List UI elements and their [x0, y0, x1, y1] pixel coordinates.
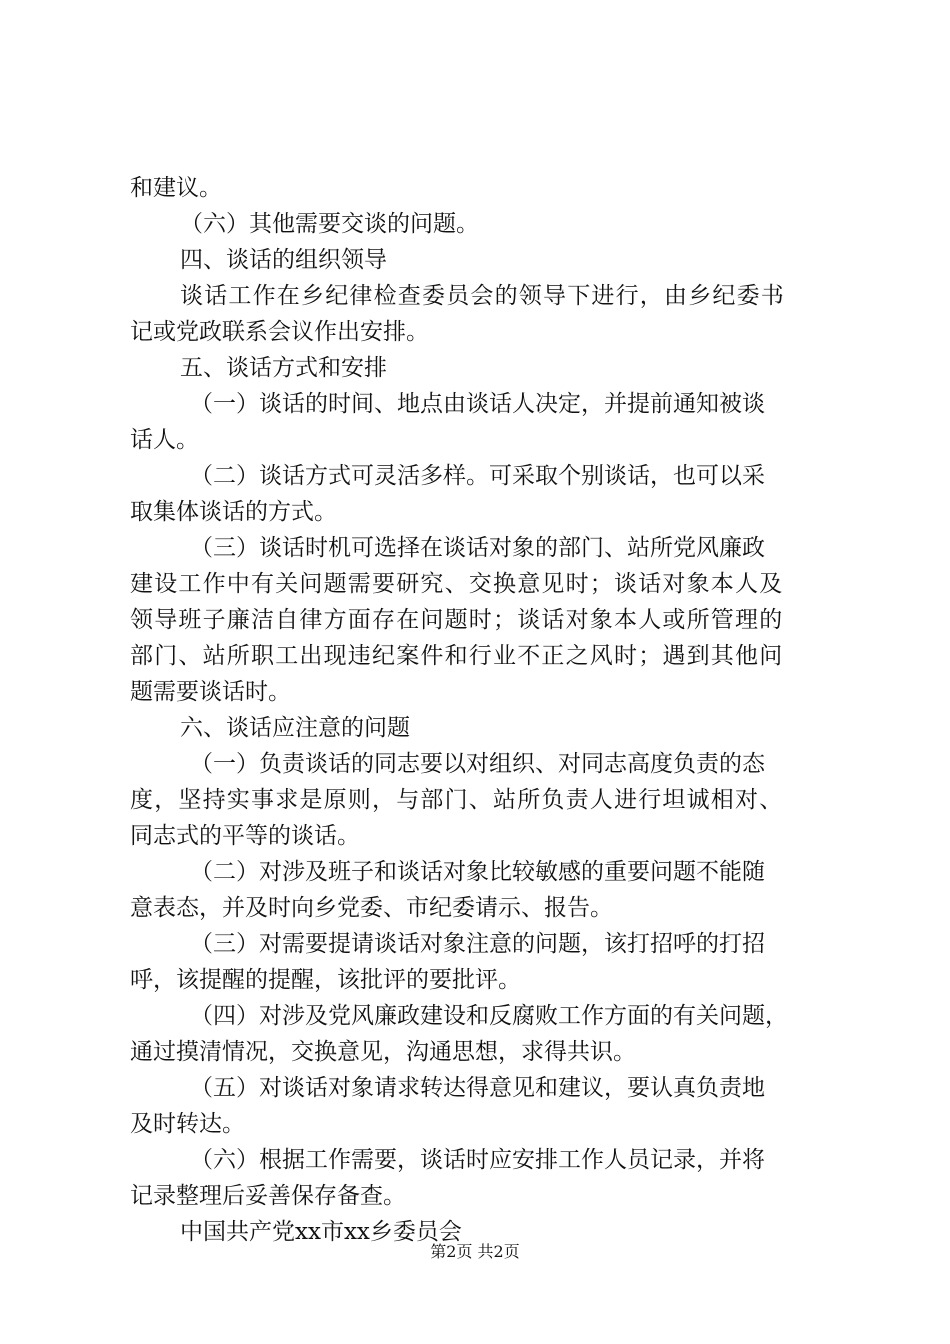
text-line: 话人。 — [130, 427, 199, 453]
text-line: 记录整理后妥善保存备查。 — [130, 1183, 406, 1209]
page-number: 第2页 共2页 — [430, 1242, 520, 1261]
text-line: （三）谈话时机可选择在谈话对象的部门、站所党风廉政 — [190, 535, 765, 561]
text-line: 同志式的平等的谈话。 — [130, 823, 360, 849]
signature-line: 中国共产党xx市xx乡委员会 — [180, 1219, 462, 1245]
text-line: （五）对谈话对象请求转达得意见和建议，要认真负责地 — [190, 1075, 765, 1101]
text-line: 意表态，并及时向乡党委、市纪委请示、报告。 — [130, 895, 613, 921]
page-footer — [0, 1240, 950, 1264]
text-line: 题需要谈话时。 — [130, 679, 291, 705]
text-line: 记或党政联系会议作出安排。 — [130, 319, 429, 345]
text-line: 取集体谈话的方式。 — [130, 499, 337, 525]
text-line: （三）对需要提请谈话对象注意的问题，该打招呼的打招 — [190, 931, 765, 957]
document-body — [130, 170, 830, 1250]
section-heading: 五、谈话方式和安排 — [180, 355, 387, 381]
text-line: （一）谈话的时间、地点由谈话人决定，并提前通知被谈 — [190, 391, 765, 417]
text-line: （一）负责谈话的同志要以对组织、对同志高度负责的态 — [190, 751, 765, 777]
text-line: （六）其他需要交谈的问题。 — [180, 211, 479, 237]
text-line: 和建议。 — [130, 175, 222, 201]
text-line: （六）根据工作需要，谈话时应安排工作人员记录，并将 — [190, 1147, 765, 1173]
text-line: 部门、站所职工出现违纪案件和行业不正之风时；遇到其他问 — [130, 643, 784, 669]
section-heading: 四、谈话的组织领导 — [180, 247, 387, 273]
text-line: 领导班子廉洁自律方面存在问题时；谈话对象本人或所管理的 — [130, 607, 784, 633]
section-heading: 六、谈话应注意的问题 — [180, 715, 410, 741]
text-line: 度，坚持实事求是原则，与部门、站所负责人进行坦诚相对、 — [130, 787, 784, 813]
text-line: 建设工作中有关问题需要研究、交换意见时；谈话对象本人及 — [130, 571, 784, 597]
text-line: （二）对涉及班子和谈话对象比较敏感的重要问题不能随 — [190, 859, 765, 885]
text-line: （二）谈话方式可灵活多样。可采取个别谈话，也可以采 — [190, 463, 765, 489]
text-line: （四）对涉及党风廉政建设和反腐败工作方面的有关问题， — [190, 1003, 788, 1029]
text-line: 呼，该提醒的提醒，该批评的要批评。 — [130, 967, 521, 993]
text-line: 谈话工作在乡纪律检查委员会的领导下进行，由乡纪委书 — [180, 283, 785, 309]
text-line: 及时转达。 — [130, 1111, 245, 1137]
text-line: 通过摸清情况，交换意见，沟通思想，求得共识。 — [130, 1039, 636, 1065]
